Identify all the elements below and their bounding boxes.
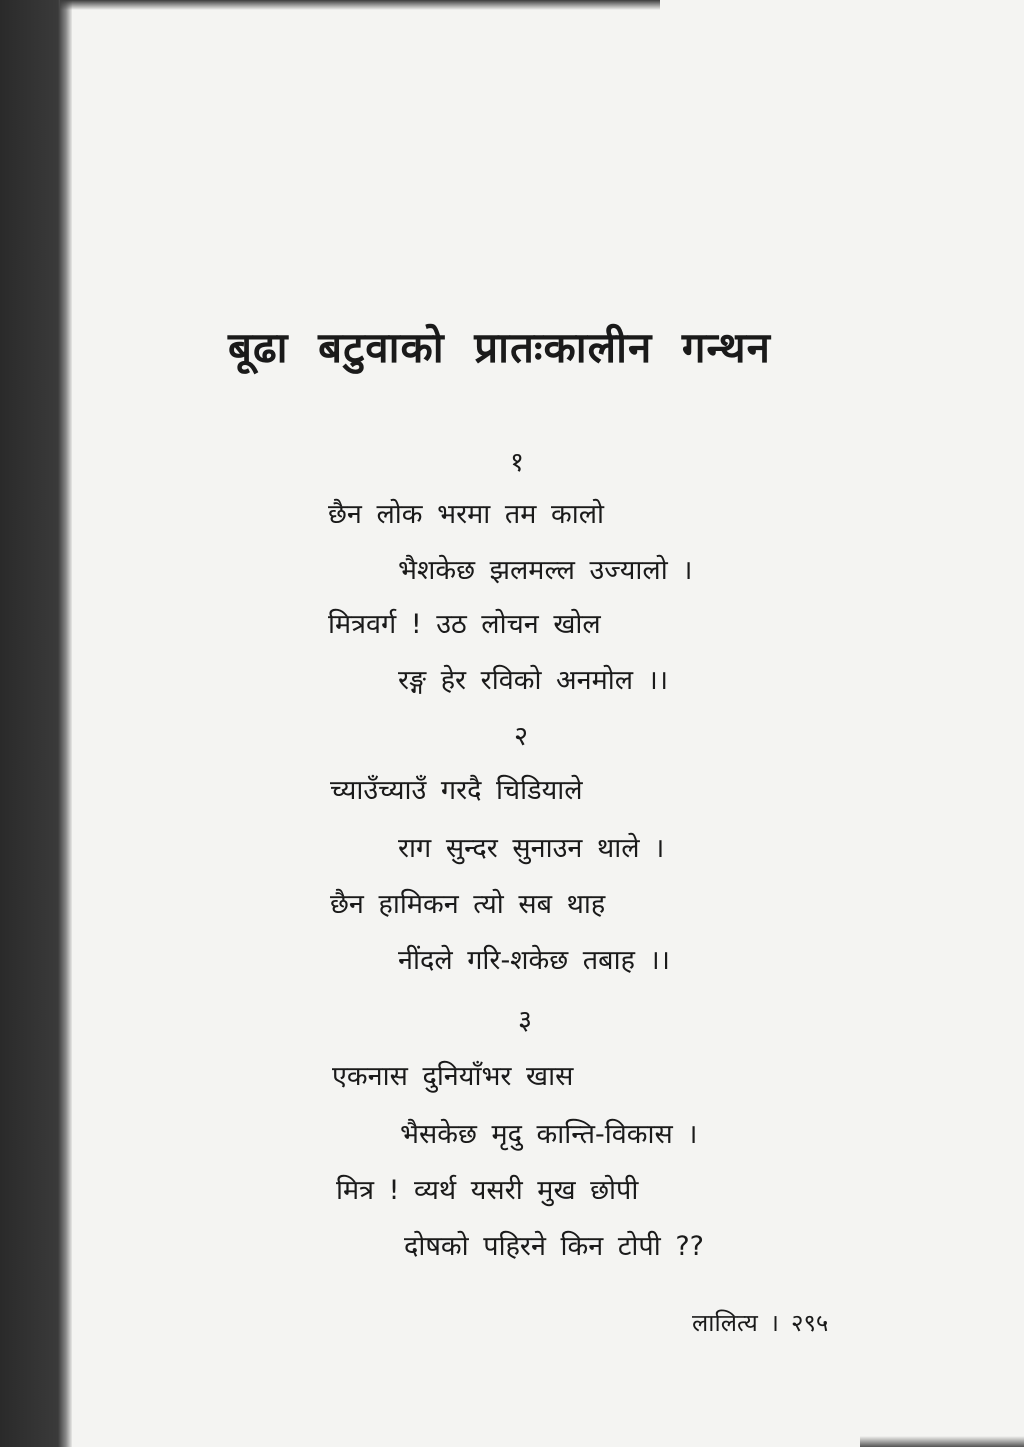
poem-line: च्याउँच्याउँ गरदै चिडियाले (330, 775, 583, 806)
poem-line: भैसकेछ मृदु कान्ति-विकास । (400, 1119, 698, 1150)
page-top-shadow (60, 0, 660, 10)
page-number: २९५ (790, 1309, 829, 1337)
page-gutter-shadow (0, 0, 72, 1447)
poem-line: राग सुन्दर सुनाउन थाले । (398, 833, 665, 864)
page-footer (692, 1306, 828, 1339)
poem-line: मित्र ! व्यर्थ यसरी मुख छोपी (336, 1175, 639, 1206)
poem-line: छैन हामिकन त्यो सब थाह (330, 889, 606, 920)
stanza-number: २ (514, 721, 529, 752)
poem-line: मित्रवर्ग ! उठ लोचन खोल (328, 609, 601, 640)
poem-line: भैशकेछ झलमल्ल उज्यालो । (398, 555, 693, 586)
poem-title: बूढा बटुवाको प्रातःकालीन गन्थन (228, 323, 771, 372)
poem-line: एकनास दुनियाँभर खास (332, 1061, 574, 1092)
poem-line: छैन लोक भरमा तम कालो (328, 499, 605, 530)
poem-line: दोषको पहिरने किन टोपी ?? (404, 1231, 704, 1262)
poem-line: रङ्ग हेर रविको अनमोल ।। (398, 665, 669, 696)
poem-line: नींदले गरि-शकेछ तबाह ।। (398, 945, 670, 976)
footer-separator: । (769, 1309, 779, 1337)
stanza-number: ३ (518, 1005, 533, 1036)
page-bottom-shadow (860, 1436, 1024, 1447)
stanza-number: १ (510, 447, 525, 478)
book-name: लालित्य (692, 1309, 758, 1337)
